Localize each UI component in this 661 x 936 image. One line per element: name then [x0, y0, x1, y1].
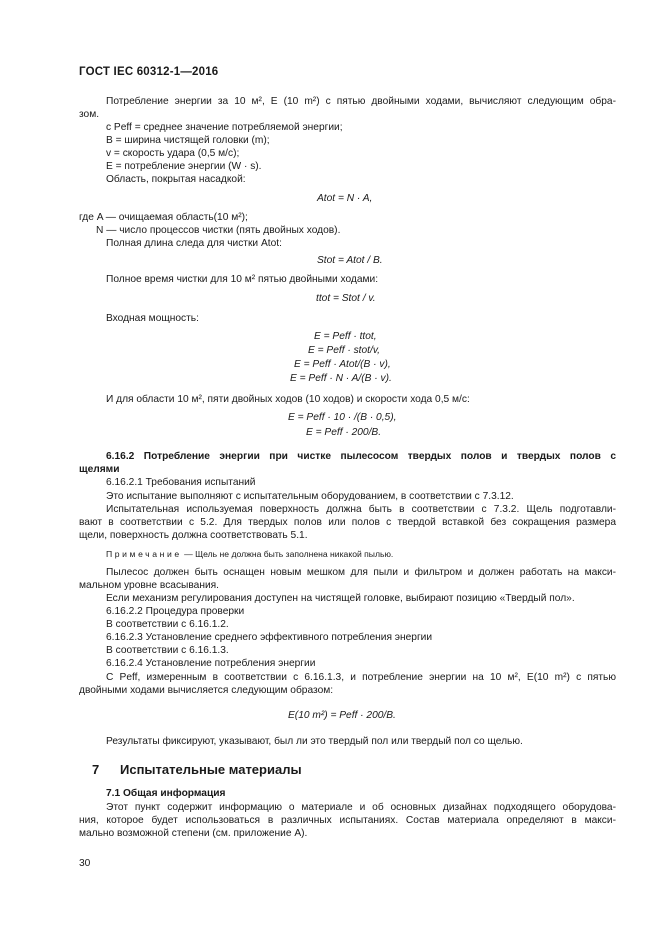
paragraph-line: зом. — [79, 109, 100, 120]
definition-line: v = скорость удара (0,5 м/с); — [106, 148, 240, 159]
definition-line: E = потребление энергии (W · s). — [106, 161, 262, 172]
paragraph-line: ния, которое будет использоваться в различных испытаниях. Состав материала определяют в макси- — [79, 815, 616, 826]
note-label: Примечание — [106, 549, 182, 559]
subsection-title: щелями — [79, 464, 120, 475]
paragraph-line: Входная мощность: — [106, 313, 199, 324]
paragraph-line: Это испытание выполняют с испытательным оборудованием, в соответствии с 7.3.12. — [106, 491, 514, 502]
section-title: Испытательные материалы — [120, 762, 302, 777]
formula: Stot = Atot / B. — [317, 255, 383, 266]
paragraph-line: В соответствии с 6.16.1.2. — [106, 619, 229, 630]
note-text: — Щель не должна быть заполнена никакой пылью. — [181, 549, 394, 559]
clause-heading: 6.16.2.2 Процедура проверки — [106, 606, 245, 617]
formula: E = Peff · ttot, — [314, 331, 377, 342]
paragraph-line: щели, поверхность должна соответствовать 5.1. — [79, 530, 308, 541]
paragraph-line: Этот пункт содержит информацию о материале и об основных дизайнах подходящего оборудова- — [106, 802, 616, 813]
paragraph-line: вают в соответствии с 5.2. Для твердых полов или полов с твердой вставкой без сокращения размера — [79, 517, 616, 528]
paragraph-line: Испытательная используемая поверхность должна быть в соответствии с 7.3.2. Щель подготавли- — [106, 504, 616, 515]
where-line: где A — очищаемая область(10 м²); — [79, 212, 248, 223]
paragraph-line: двойными ходами вычисляется следующим образом: — [79, 685, 334, 696]
page-number: 30 — [79, 858, 91, 869]
paragraph-line: И для области 10 м², пяти двойных ходов (10 ходов) и скорости хода 0,5 м/с: — [106, 394, 470, 405]
formula: Atot = N · A, — [317, 193, 373, 204]
paragraph-line: мально возможной степени (см. приложение А). — [79, 828, 308, 839]
formula: E = Peff · 10 · /(B · 0,5), — [288, 412, 397, 423]
formula: ttot = Stot / v. — [316, 293, 376, 304]
formula: E = Peff · 200/B. — [306, 427, 382, 438]
paragraph-line: С Peff, измеренным в соответствии с 6.16.1.3, и потребление энергии на 10 м², E(10 m²) с пятью — [106, 672, 616, 683]
paragraph-line: Потребление энергии за 10 м², E (10 m²) с пятью двойными ходами, вычисляют следующим обра- — [106, 96, 616, 107]
section-heading — [92, 762, 302, 777]
paragraph-line: Если механизм регулирования доступен на чистящей головке, выбирают позицию «Твердый пол». — [106, 593, 575, 604]
subsection-title: 6.16.2 Потребление энергии при чистке пылесосом твердых полов и твердых полов с — [106, 451, 616, 462]
clause-heading: 6.16.2.1 Требования испытаний — [106, 477, 256, 488]
paragraph-line: Пылесос должен быть оснащен новым мешком для пыли и фильтром и должен работать на макси- — [106, 567, 616, 578]
definition-line: с Peff = среднее значение потребляемой энергии; — [106, 122, 343, 133]
section-number: 7 — [92, 762, 100, 777]
where-line: N — число процессов чистки (пять двойных ходов). — [96, 225, 341, 236]
definition-line: B = ширина чистящей головки (m); — [106, 135, 270, 146]
formula: E(10 m²) = Peff · 200/B. — [288, 710, 396, 721]
note — [106, 549, 393, 560]
paragraph-line: мальном уровне всасывания. — [79, 580, 219, 591]
formula: E = Peff · stot/v, — [308, 345, 380, 356]
paragraph-line: Область, покрытая насадкой: — [106, 174, 246, 185]
standard-header: ГОСТ IEC 60312-1—2016 — [79, 66, 219, 78]
subsection-title: 7.1 Общая информация — [106, 788, 226, 799]
formula: E = Peff · Atot/(B · v), — [294, 359, 391, 370]
clause-heading: 6.16.2.4 Установление потребления энергии — [106, 658, 316, 669]
paragraph-line: Полное время чистки для 10 м² пятью двойными ходами: — [106, 274, 379, 285]
formula: E = Peff · N · A/(B · v). — [290, 373, 392, 384]
paragraph-line: Полная длина следа для чистки Atot: — [106, 238, 282, 249]
paragraph-line: В соответствии с 6.16.1.3. — [106, 645, 229, 656]
paragraph-line: Результаты фиксируют, указывают, был ли это твердый пол или твердый пол со щелью. — [106, 736, 523, 747]
clause-heading: 6.16.2.3 Установление среднего эффективного потребления энергии — [106, 632, 433, 643]
